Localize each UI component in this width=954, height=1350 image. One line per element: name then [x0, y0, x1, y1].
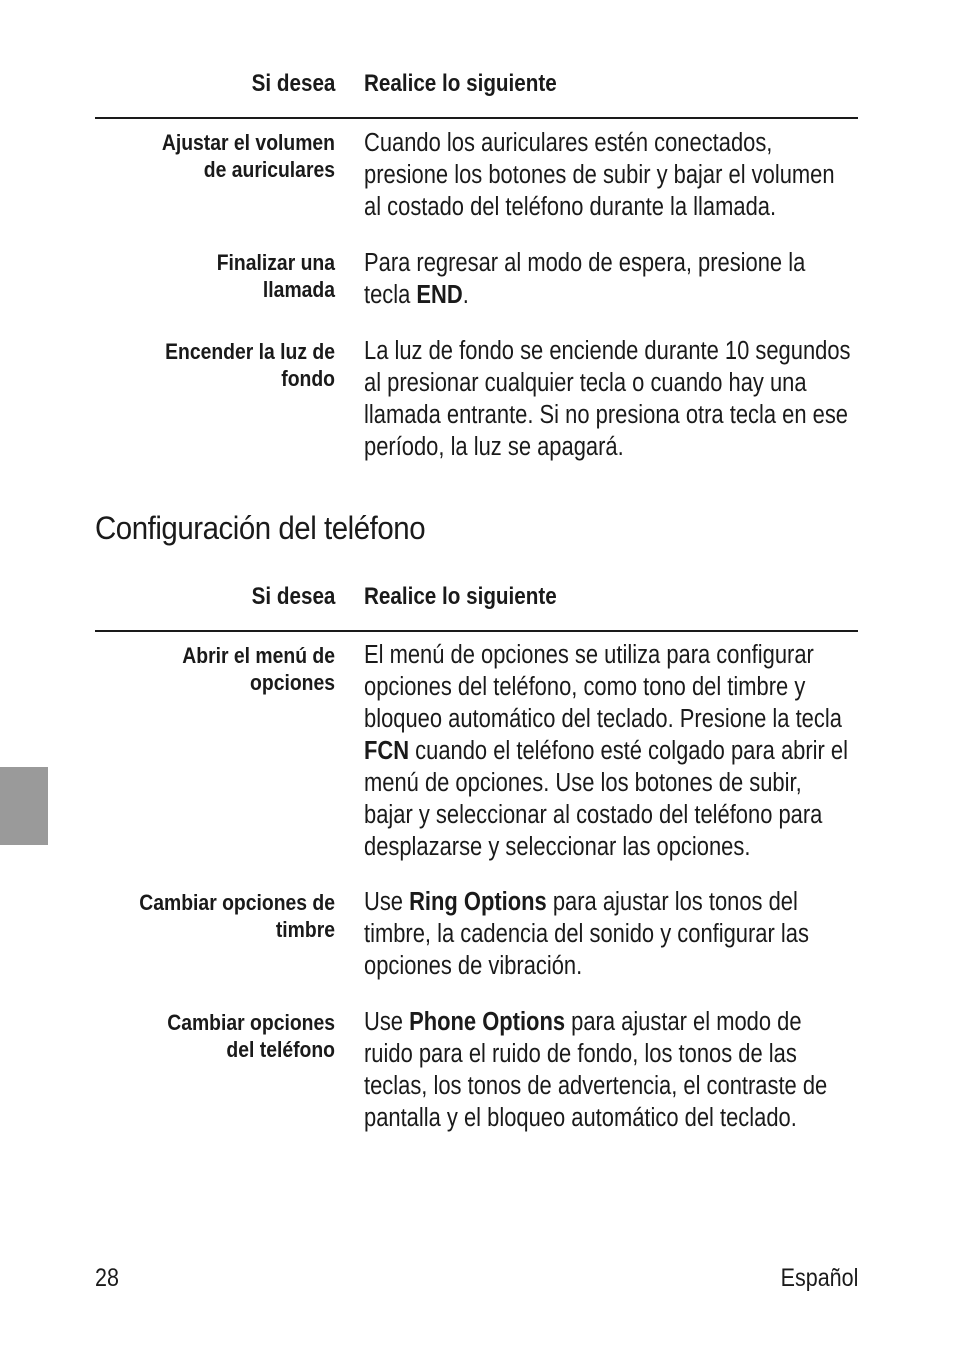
row-label-line: Abrir el menú de [182, 643, 335, 668]
table-header [95, 70, 858, 110]
text-fragment: Para regresar al modo de espera, presione la tecla [364, 249, 806, 309]
row-text-menu [364, 639, 854, 863]
row-text-telefono [364, 1006, 854, 1134]
row-label-line: del teléfono [226, 1037, 335, 1062]
key-end: END [416, 281, 463, 309]
text-fragment: . [462, 281, 469, 309]
row-label-line: llamada [262, 277, 335, 302]
phone-options-term: Phone Options [409, 1008, 566, 1036]
header-si-desea: Si desea [251, 583, 335, 610]
row-label-line: Cambiar opciones [167, 1010, 335, 1035]
row-label-line: de auriculares [203, 157, 335, 182]
row-label-luz [120, 338, 335, 392]
key-fcn: FCN [364, 737, 410, 765]
header-realice: Realice lo siguiente [364, 70, 557, 97]
table-header [95, 583, 858, 623]
header-rule [95, 117, 858, 119]
header-realice: Realice lo siguiente [364, 583, 557, 610]
text-fragment: El menú de opciones se utiliza para configurar opciones del teléfono, como tono del timbre y bloqueo automático del teclado. Presione la tecla [364, 641, 842, 733]
text-fragment: cuando el teléfono esté colgado para abrir el menú de opciones. Use los botones de subir, bajar y seleccionar al costado del teléfono para desplazarse y seleccionar las opciones. [364, 737, 848, 861]
page-number: 28 [95, 1264, 119, 1292]
row-label-finalizar [120, 249, 335, 303]
row-label-timbre [120, 889, 335, 943]
text-fragment: para ajustar el modo de ruido para el ruido de fondo, los tonos de las teclas, los tonos de advertencia, el contraste de pantalla y el bloqueo automático del teclado. [364, 1008, 828, 1132]
header-si-desea: Si desea [251, 70, 335, 97]
row-label-line: Finalizar una [216, 250, 335, 275]
row-label-line: Encender la luz de [165, 339, 335, 364]
section-thumb-tab [0, 767, 48, 845]
row-text-volumen: Cuando los auriculares estén conectados, presione los botones de subir y bajar el volumen al costado del teléfono durante la llamada. [364, 129, 835, 221]
row-text-luz: La luz de fondo se enciende durante 10 segundos al presionar cualquier tecla o cuando hay una llamada entrante. Si no presiona otra tecla en ese período, la luz se apagará. [364, 337, 851, 461]
row-label-line: Cambiar opciones de [139, 890, 335, 915]
row-label-telefono [120, 1009, 335, 1063]
row-text-finalizar [364, 247, 854, 311]
row-label-line: timbre [275, 917, 335, 942]
section-title: Configuración del teléfono [95, 510, 426, 546]
row-label-line: opciones [250, 670, 335, 695]
row-text-timbre [364, 886, 854, 982]
text-fragment: Use [364, 888, 410, 916]
text-fragment: para ajustar los tonos del timbre, la cadencia del sonido y configurar las opciones de vibración. [364, 888, 809, 980]
row-label-menu [120, 642, 335, 696]
ring-options-term: Ring Options [409, 888, 547, 916]
row-label-line: fondo [281, 366, 335, 391]
text-fragment: Use [364, 1008, 410, 1036]
footer-language: Español [780, 1264, 858, 1292]
header-rule [95, 630, 858, 632]
row-label-line: Ajustar el volumen [161, 130, 335, 155]
row-label-volumen [120, 129, 335, 183]
